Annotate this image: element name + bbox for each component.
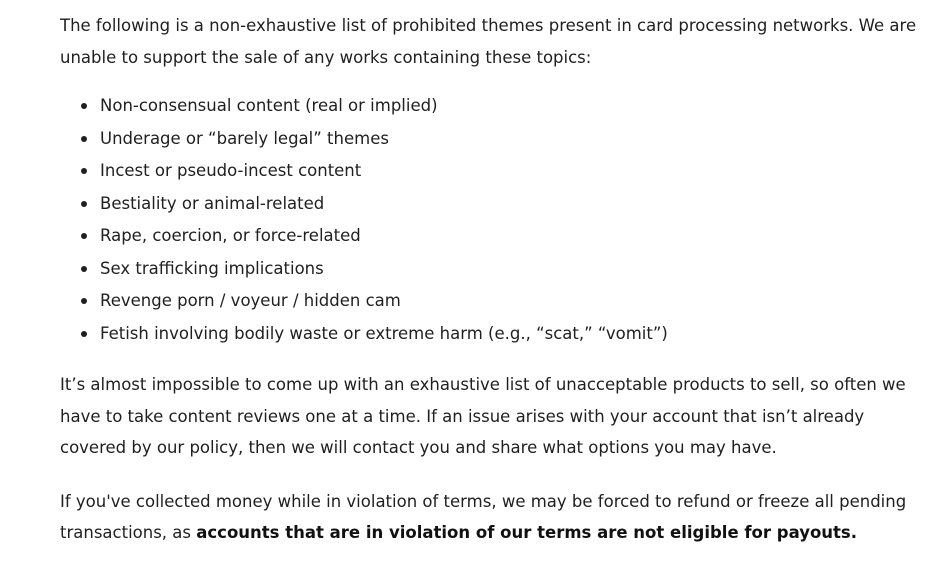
list-item: Rape, coercion, or force-related <box>100 220 922 253</box>
intro-paragraph: The following is a non-exhaustive list of prohibited themes present in card processing networks. We are unable to support the sale of any works containing these topics: <box>60 16 917 67</box>
list-item: Fetish involving bodily waste or extreme harm (e.g., “scat,” “vomit”) <box>100 318 922 351</box>
list-item: Incest or pseudo-incest content <box>100 155 922 188</box>
list-item: Underage or “barely legal” themes <box>100 123 922 156</box>
prohibited-themes-list <box>60 90 922 350</box>
list-item: Sex trafficking implications <box>100 253 922 286</box>
content-reviews-paragraph: It’s almost impossible to come up with an exhaustive list of unacceptable products to sell, so often we have to take content reviews one at a time. If an issue arises with your account that isn’t already covered by our policy, then we will contact you and share what options you may have. <box>60 375 906 457</box>
list-item: Bestiality or animal-related <box>100 188 922 221</box>
payout-ineligibility-notice: accounts that are in violation of our terms are not eligible for payouts. <box>196 523 858 542</box>
refund-text: If you've collected money while in violation of terms, we may be forced to refund or freeze all pending transactions, as <box>60 491 907 542</box>
list-item: Revenge porn / voyeur / hidden cam <box>100 285 922 318</box>
refund-paragraph <box>60 486 922 549</box>
list-item: Non-consensual content (real or implied) <box>100 90 922 123</box>
policy-content <box>60 10 922 549</box>
